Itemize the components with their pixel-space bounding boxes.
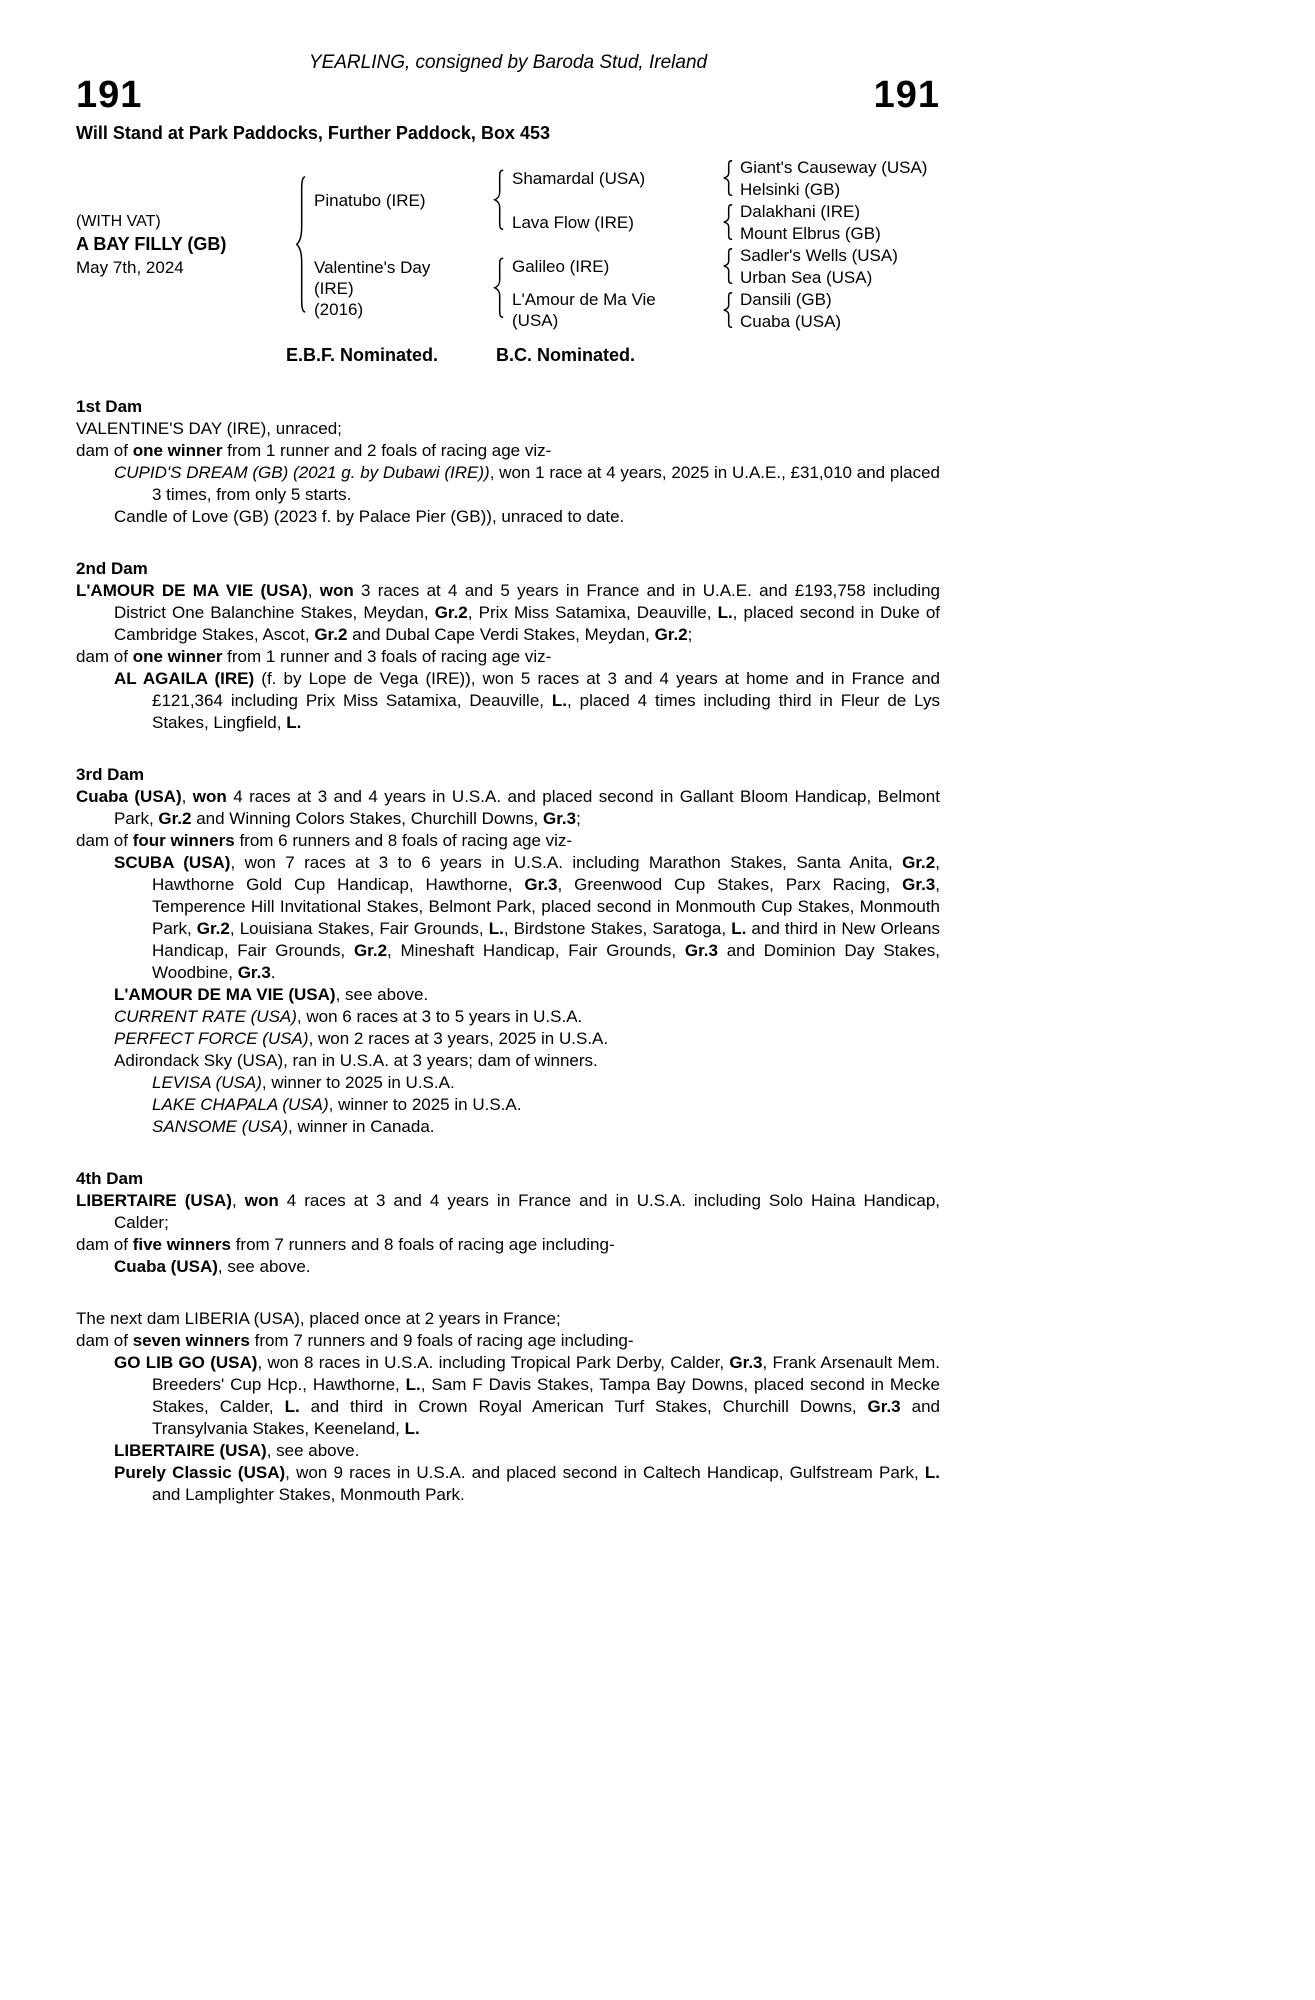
- foal-date: May 7th, 2024: [76, 257, 184, 277]
- text-segment: , winner to 2025 in U.S.A.: [328, 1095, 522, 1114]
- pedigree-paragraph: [76, 1308, 940, 1330]
- text-segment: and third in New Orleans Handicap, Fair Grounds,: [152, 919, 940, 960]
- consignor-line: YEARLING, consigned by Baroda Stud, Ireland: [308, 52, 708, 73]
- nominations-line: [76, 344, 940, 366]
- great-grandparent-name: Urban Sea (USA): [740, 267, 873, 287]
- text-segment: ,: [307, 581, 320, 600]
- text-segment: , Louisiana Stakes, Fair Grounds,: [229, 919, 489, 938]
- text-segment: seven winners: [132, 1331, 250, 1350]
- pedigree-paragraph: [76, 830, 940, 852]
- text-segment: , won 1 race at 4 years, 2025 in U.A.E., £31,010 and placed 3 times, from only 5 starts.: [152, 463, 940, 504]
- text-segment: ;: [576, 809, 581, 828]
- pedigree-brace: [486, 156, 512, 244]
- text-segment: , Birdstone Stakes, Saratoga,: [503, 919, 732, 938]
- text-segment: Gr.3: [524, 875, 558, 894]
- text-segment: , Prix Miss Satamixa, Deauville,: [467, 603, 718, 622]
- text-segment: one winner: [132, 441, 223, 460]
- text-segment: , won 6 races at 3 to 5 years in U.S.A.: [296, 1007, 583, 1026]
- text-segment: , won 7 races at 3 to 6 years in U.S.A. including Marathon Stakes, Santa Anita,: [230, 853, 903, 872]
- pedigree-paragraph: [76, 668, 940, 734]
- text-segment: from 6 runners and 8 foals of racing age viz-: [234, 831, 573, 850]
- vat-note: (WITH VAT): [76, 212, 161, 230]
- text-segment: AL AGAILA (IRE): [114, 669, 255, 688]
- text-segment: won: [319, 581, 354, 600]
- pedigree-brace: [716, 288, 740, 332]
- pedigree-paragraph: [76, 1050, 940, 1072]
- dam-cell: [314, 244, 486, 332]
- pedigree-brace: [486, 244, 512, 332]
- dam-dam-name: L'Amour de Ma Vie (USA): [512, 290, 656, 330]
- dam-year: (2016): [314, 299, 364, 319]
- great-grandparent-name: Mount Elbrus (GB): [740, 223, 881, 243]
- text-segment: The next dam LIBERIA (USA), placed once at 2 years in France;: [76, 1309, 561, 1328]
- lot-number-right: 191: [873, 74, 940, 116]
- dam-sire-cell: [512, 244, 716, 288]
- dam-dam-cell: [512, 288, 716, 332]
- text-segment: SCUBA (USA): [114, 853, 231, 872]
- dam-section-heading: 3rd Dam: [76, 765, 145, 784]
- text-segment: from 7 runners and 9 foals of racing age including-: [249, 1331, 634, 1350]
- pedigree-table: [76, 156, 940, 332]
- subject-name: A BAY FILLY (GB): [76, 233, 227, 254]
- text-segment: Cuaba (USA): [76, 787, 182, 806]
- pedigree-paragraph: [76, 646, 940, 668]
- dam-sire-name: Galileo (IRE): [512, 256, 610, 276]
- text-segment: L.: [488, 919, 504, 938]
- stand-location-line: Will Stand at Park Paddocks, Further Paddock, Box 453: [76, 123, 550, 143]
- pedigree-paragraph: [76, 580, 940, 646]
- pedigree-paragraph: [76, 786, 940, 830]
- text-segment: four winners: [132, 831, 235, 850]
- text-segment: L.: [404, 1419, 420, 1438]
- text-segment: from 7 runners and 8 foals of racing age including-: [230, 1235, 615, 1254]
- text-segment: ,: [181, 787, 193, 806]
- text-segment: L.: [405, 1375, 421, 1394]
- text-segment: Cuaba (USA): [114, 1257, 218, 1276]
- great-grandparent-name: Cuaba (USA): [740, 311, 842, 331]
- pedigree-brace: [716, 200, 740, 244]
- text-segment: , Temperence Hill Invitational Stakes, Belmont Park, placed second in Monmouth Cup Stakes, Monmouth Park,: [152, 875, 940, 938]
- pedigree-paragraph: [76, 1006, 940, 1028]
- text-segment: and Dubal Cape Verdi Stakes, Meydan,: [347, 625, 655, 644]
- sire-dam-cell: [512, 200, 716, 244]
- text-segment: , Frank Arsenault Mem. Breeders' Cup Hcp., Hawthorne,: [152, 1353, 941, 1394]
- text-segment: VALENTINE'S DAY (IRE), unraced;: [76, 419, 342, 438]
- text-segment: GO LIB GO (USA): [114, 1353, 258, 1372]
- text-segment: , winner to 2025 in U.S.A.: [261, 1073, 455, 1092]
- text-segment: , won 2 races at 3 years, 2025 in U.S.A.: [308, 1029, 609, 1048]
- dam-section: [76, 764, 940, 1138]
- text-segment: won: [192, 787, 227, 806]
- pedigree-paragraph: [76, 1462, 940, 1506]
- text-segment: L'AMOUR DE MA VIE (USA): [114, 985, 336, 1004]
- text-segment: Gr.2: [434, 603, 468, 622]
- subject-block: [76, 156, 288, 332]
- text-segment: L.: [286, 713, 302, 732]
- pedigree-brace: [288, 156, 314, 332]
- pedigree-paragraph: [76, 1116, 940, 1138]
- text-segment: PERFECT FORCE (USA): [114, 1029, 309, 1048]
- pedigree-paragraph: [76, 1234, 940, 1256]
- text-segment: ,: [231, 1191, 245, 1210]
- text-segment: Gr.2: [196, 919, 230, 938]
- text-segment: SANSOME (USA): [152, 1117, 289, 1136]
- text-segment: ;: [687, 625, 693, 644]
- text-segment: , Mineshaft Handicap, Fair Grounds,: [387, 941, 685, 960]
- pedigree-paragraph: [76, 440, 940, 462]
- dam-name: Valentine's Day (IRE): [314, 257, 431, 298]
- dam-section: [76, 1308, 940, 1506]
- text-segment: L.: [551, 691, 568, 710]
- text-segment: (f. by Lope de Vega (IRE)), won 5 races at 3 and 4 years at home and in France and £121,364 including Prix Miss Satamixa, Deauville,: [152, 669, 940, 710]
- text-segment: , winner in Canada.: [288, 1117, 435, 1136]
- text-segment: 4 races at 3 and 4 years in U.S.A. and placed second in Gallant Bloom Handicap, Belmont Park,: [114, 787, 940, 828]
- pedigree-paragraph: [76, 1440, 940, 1462]
- dam-section: [76, 1168, 940, 1278]
- text-segment: Gr.2: [654, 625, 688, 644]
- text-segment: , Greenwood Cup Stakes, Parx Racing,: [557, 875, 903, 894]
- text-segment: L.: [924, 1463, 940, 1482]
- text-segment: and Lamplighter Stakes, Monmouth Park.: [152, 1485, 465, 1504]
- text-segment: Gr.2: [902, 853, 936, 872]
- pedigree-paragraph: [76, 506, 940, 528]
- great-grandparent-name: Sadler's Wells (USA): [740, 245, 898, 265]
- great-grandparent-name: Dansili (GB): [740, 289, 832, 309]
- lot-row: [76, 76, 940, 114]
- pedigree-brace: [716, 156, 740, 200]
- sire-cell: [314, 156, 486, 244]
- pedigree-paragraph: [76, 1094, 940, 1116]
- text-segment: Gr.3: [729, 1353, 763, 1372]
- text-segment: , see above.: [217, 1257, 311, 1276]
- pedigree-paragraph: [76, 1352, 940, 1440]
- text-segment: Gr.2: [314, 625, 348, 644]
- text-segment: 4 races at 3 and 4 years in France and in U.S.A. including Solo Haina Handicap, Calder;: [114, 1191, 941, 1232]
- dam-section-heading: 2nd Dam: [76, 559, 148, 578]
- text-segment: dam of: [76, 1331, 133, 1350]
- dam-section-heading: 1st Dam: [76, 397, 143, 416]
- text-segment: from 1 runner and 2 foals of racing age viz-: [222, 441, 552, 460]
- sire-dam-name: Lava Flow (IRE): [512, 212, 634, 232]
- pedigree-details: [76, 396, 940, 1506]
- text-segment: Gr.3: [902, 875, 936, 894]
- pedigree-brace: [716, 244, 740, 288]
- text-segment: LEVISA (USA): [152, 1073, 262, 1092]
- dam-section: [76, 396, 940, 528]
- text-segment: Gr.2: [158, 809, 192, 828]
- great-grandparent-name: Helsinki (GB): [740, 179, 841, 199]
- text-segment: , placed second in Duke of Cambridge Stakes, Ascot,: [114, 603, 940, 644]
- text-segment: .: [270, 963, 276, 982]
- text-segment: Adirondack Sky (USA), ran in U.S.A. at 3 years; dam of winners.: [114, 1051, 598, 1070]
- bc-nominated-label: B.C. Nominated.: [496, 345, 636, 365]
- catalogue-page: [76, 0, 940, 1506]
- text-segment: dam of: [76, 647, 133, 666]
- text-segment: Gr.3: [684, 941, 718, 960]
- text-segment: L.: [717, 603, 733, 622]
- text-segment: Candle of Love (GB) (2023 f. by Palace Pier (GB)), unraced to date.: [114, 507, 625, 526]
- text-segment: , won 8 races in U.S.A. including Tropical Park Derby, Calder,: [257, 1353, 730, 1372]
- text-segment: Gr.3: [867, 1397, 901, 1416]
- text-segment: L.: [284, 1397, 300, 1416]
- text-segment: LIBERTAIRE (USA): [114, 1441, 267, 1460]
- text-segment: , see above.: [335, 985, 429, 1004]
- text-segment: , see above.: [266, 1441, 360, 1460]
- text-segment: LIBERTAIRE (USA): [76, 1191, 232, 1210]
- lot-number-left: 191: [76, 74, 143, 116]
- text-segment: five winners: [132, 1235, 231, 1254]
- text-segment: CUPID'S DREAM (GB) (2021 g. by Dubawi (IRE)): [114, 463, 490, 482]
- pedigree-paragraph: [76, 462, 940, 506]
- text-segment: dam of: [76, 1235, 133, 1254]
- text-segment: , Sam F Davis Stakes, Tampa Bay Downs, placed second in Mecke Stakes, Calder,: [152, 1375, 940, 1416]
- pedigree-paragraph: [76, 1028, 940, 1050]
- text-segment: Gr.3: [542, 809, 577, 828]
- text-segment: Purely Classic (USA): [114, 1463, 286, 1482]
- text-segment: from 1 runner and 3 foals of racing age viz-: [222, 647, 552, 666]
- text-segment: Gr.2: [353, 941, 388, 960]
- text-segment: and Transylvania Stakes, Keeneland,: [152, 1397, 941, 1438]
- great-grandparent-name: Giant's Causeway (USA): [740, 157, 928, 177]
- text-segment: L.: [731, 919, 747, 938]
- text-segment: L'AMOUR DE MA VIE (USA): [76, 581, 308, 600]
- pedigree-paragraph: [76, 1256, 940, 1278]
- sire-sire-cell: [512, 156, 716, 200]
- text-segment: Gr.3: [237, 963, 271, 982]
- text-segment: dam of: [76, 441, 133, 460]
- text-segment: 3 races at 4 and 5 years in France and in U.A.E. and £193,758 including District One Balanchine Stakes, Meydan,: [114, 581, 940, 622]
- pedigree-paragraph: [76, 984, 940, 1006]
- sire-sire-name: Shamardal (USA): [512, 168, 646, 188]
- pedigree-paragraph: [76, 418, 940, 440]
- text-segment: one winner: [132, 647, 223, 666]
- dam-section-heading: 4th Dam: [76, 1169, 144, 1188]
- text-segment: LAKE CHAPALA (USA): [152, 1095, 329, 1114]
- text-segment: and Winning Colors Stakes, Churchill Downs,: [191, 809, 543, 828]
- text-segment: and third in Crown Royal American Turf Stakes, Churchill Downs,: [299, 1397, 868, 1416]
- text-segment: , Hawthorne Gold Cup Handicap, Hawthorne,: [152, 853, 940, 894]
- text-segment: CURRENT RATE (USA): [114, 1007, 297, 1026]
- pedigree-paragraph: [76, 852, 940, 984]
- pedigree-paragraph: [76, 1190, 940, 1234]
- great-grandparent-name: Dalakhani (IRE): [740, 201, 860, 221]
- dam-section: [76, 558, 940, 734]
- text-segment: dam of: [76, 831, 133, 850]
- pedigree-paragraph: [76, 1330, 940, 1352]
- sire-name: Pinatubo (IRE): [314, 190, 426, 210]
- text-segment: , won 9 races in U.S.A. and placed second in Caltech Handicap, Gulfstream Park,: [285, 1463, 925, 1482]
- pedigree-paragraph: [76, 1072, 940, 1094]
- text-segment: won: [244, 1191, 279, 1210]
- ebf-nominated-label: E.B.F. Nominated.: [286, 345, 439, 365]
- text-segment: and Dominion Day Stakes, Woodbine,: [152, 941, 941, 982]
- text-segment: , placed 4 times including third in Fleur de Lys Stakes, Lingfield,: [152, 691, 940, 732]
